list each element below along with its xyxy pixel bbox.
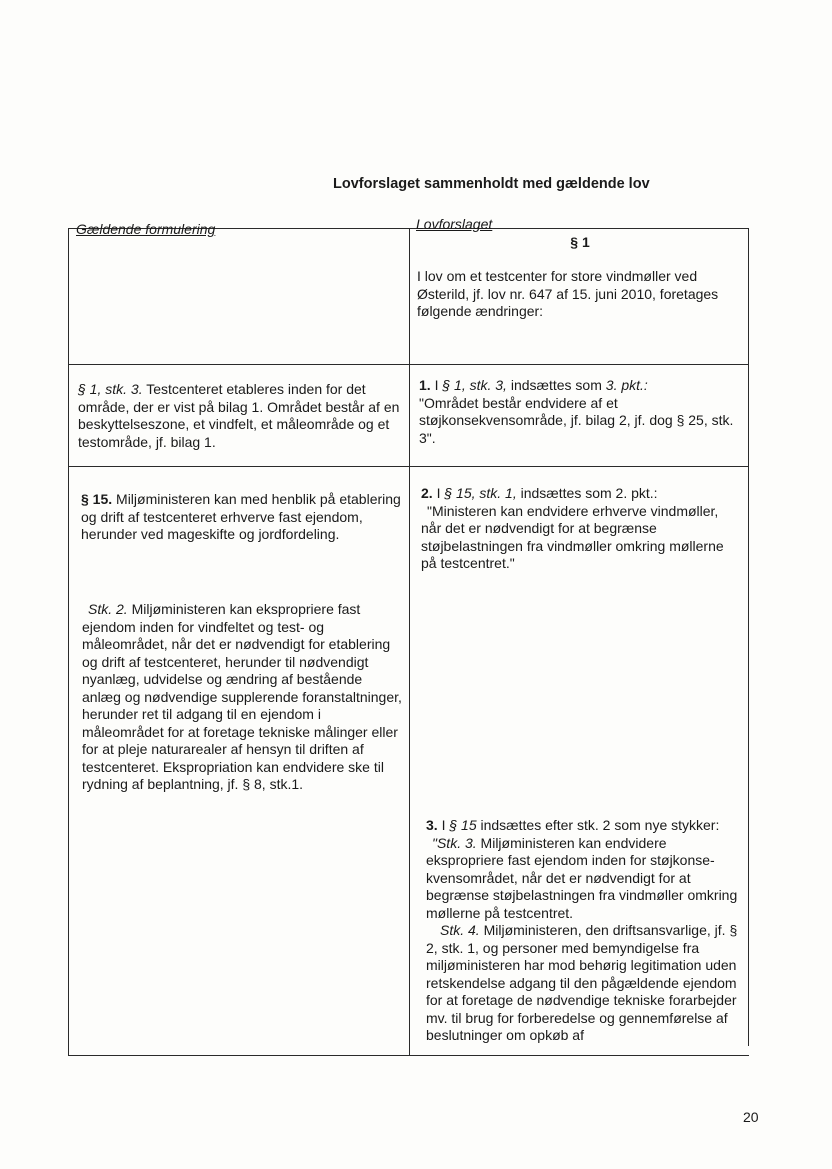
change-text: indsættes som (506, 377, 606, 393)
bill-change-1 (419, 377, 741, 447)
bill-change-3 (426, 817, 748, 1045)
current-law-section-15 (81, 491, 401, 544)
section-reference: § 1, stk. 3. (78, 381, 143, 397)
change-number: 1. (419, 377, 431, 393)
table-border-right (748, 228, 749, 1046)
change-quote: "Området består endvidere af et støjkonsekvensområde, jf. bilag 2, jf. dog § 25, stk. 3". (419, 394, 734, 446)
change-number: 3. (426, 817, 438, 833)
section-text: Miljøministeren kan med henblik på etablering og drift af testcenteret erhverve fast ejendom, herunder ved mageskifte og jordfordeling. (81, 491, 401, 542)
subsection-text: Miljøministeren kan ekspropriere fast ejendom inden for vindfeltet og test- og måleområdet, når det er nødvendigt for etablering og drift af testcenteret, herunder til nødvendigt nyanlæg, udvidelse og ændring af bestående anlæg og nødvendige supplerende foranstaltninger, herunder ret til adgang til en ejendom i måleområdet for at foretage tekniske målinger eller for at pleje naturarealer af hensyn til driften af testcenteret. Ekspropriation kan endvidere ske til rydning af beplantning, jf. § 8, stk.1. (82, 601, 402, 792)
page-number: 20 (743, 1109, 759, 1125)
subsection-reference: Stk. 2. (88, 601, 128, 617)
column-header-bill: Lovforslaget (416, 216, 493, 232)
current-law-section-1 (78, 381, 403, 451)
change-text: indsættes som 2. pkt.: (516, 485, 658, 501)
table-row-divider (68, 364, 749, 365)
subsection-reference: "Stk. 3. (432, 834, 477, 851)
column-header-current-law: Gældende formulering (76, 221, 216, 237)
bill-intro-text (417, 268, 735, 321)
subsection-text: Miljøministeren kan endvidere ekspropriere fast ejendom inden for støjkonse-kvensområdet, når det er nødvendigt for at begrænse støjbelastningen fra vindmøller omkring møllerne på testcentret. (426, 834, 738, 921)
section-text: Testcenteret etableres inden for det område, der er vist på bilag 1. Området består af en beskyttelseszone, et vindfelt, et måleområde og et testområde, jf. bilag 1. (78, 381, 400, 450)
change-text: I (432, 485, 445, 501)
subsection-text: Miljøministeren, den driftsansvarlige, jf. § 2, stk. 1, og personer med bemyndigelse fra miljøministeren har mod behørig legitimation uden retskendelse adgang til den pågældende ejendom for at foretage de nødvendige tekniske forarbejder mv. til brug for forberedelse og gennemførelse af beslutninger om opkøb af (426, 922, 738, 1043)
change-text: I (437, 817, 450, 833)
section-number: § 15. (81, 491, 113, 507)
section-heading: § 1 (570, 234, 590, 250)
table-row-divider (68, 466, 749, 467)
current-law-section-15-stk-2 (82, 601, 404, 794)
change-quote: "Ministeren kan endvidere erhverve vindmøller, når det er nødvendigt for at begrænse støjbelastningen fra vindmøller omkring møllerne på testcentret." (421, 502, 724, 571)
change-text: indsættes efter stk. 2 som nye stykker: (476, 817, 720, 833)
table-column-divider (409, 228, 410, 1056)
section-reference: § 15 (449, 817, 477, 833)
bill-intro-paragraph: I lov om et testcenter for store vindmøller ved Østerild, jf. lov nr. 647 af 15. juni 2010, foretages følgende ændringer: (417, 268, 719, 319)
table-border-left (68, 228, 69, 1056)
section-reference: § 1, stk. 3, (442, 377, 507, 393)
section-reference: 3. pkt.: (605, 377, 648, 393)
change-number: 2. (421, 485, 433, 501)
page-title: Lovforslaget sammenholdt med gældende lov (333, 176, 650, 192)
table-border-bottom (68, 1055, 749, 1056)
section-reference: § 15, stk. 1, (444, 485, 517, 501)
bill-change-2 (421, 485, 741, 573)
change-text: I (430, 377, 443, 393)
subsection-reference: Stk. 4. (440, 922, 480, 938)
